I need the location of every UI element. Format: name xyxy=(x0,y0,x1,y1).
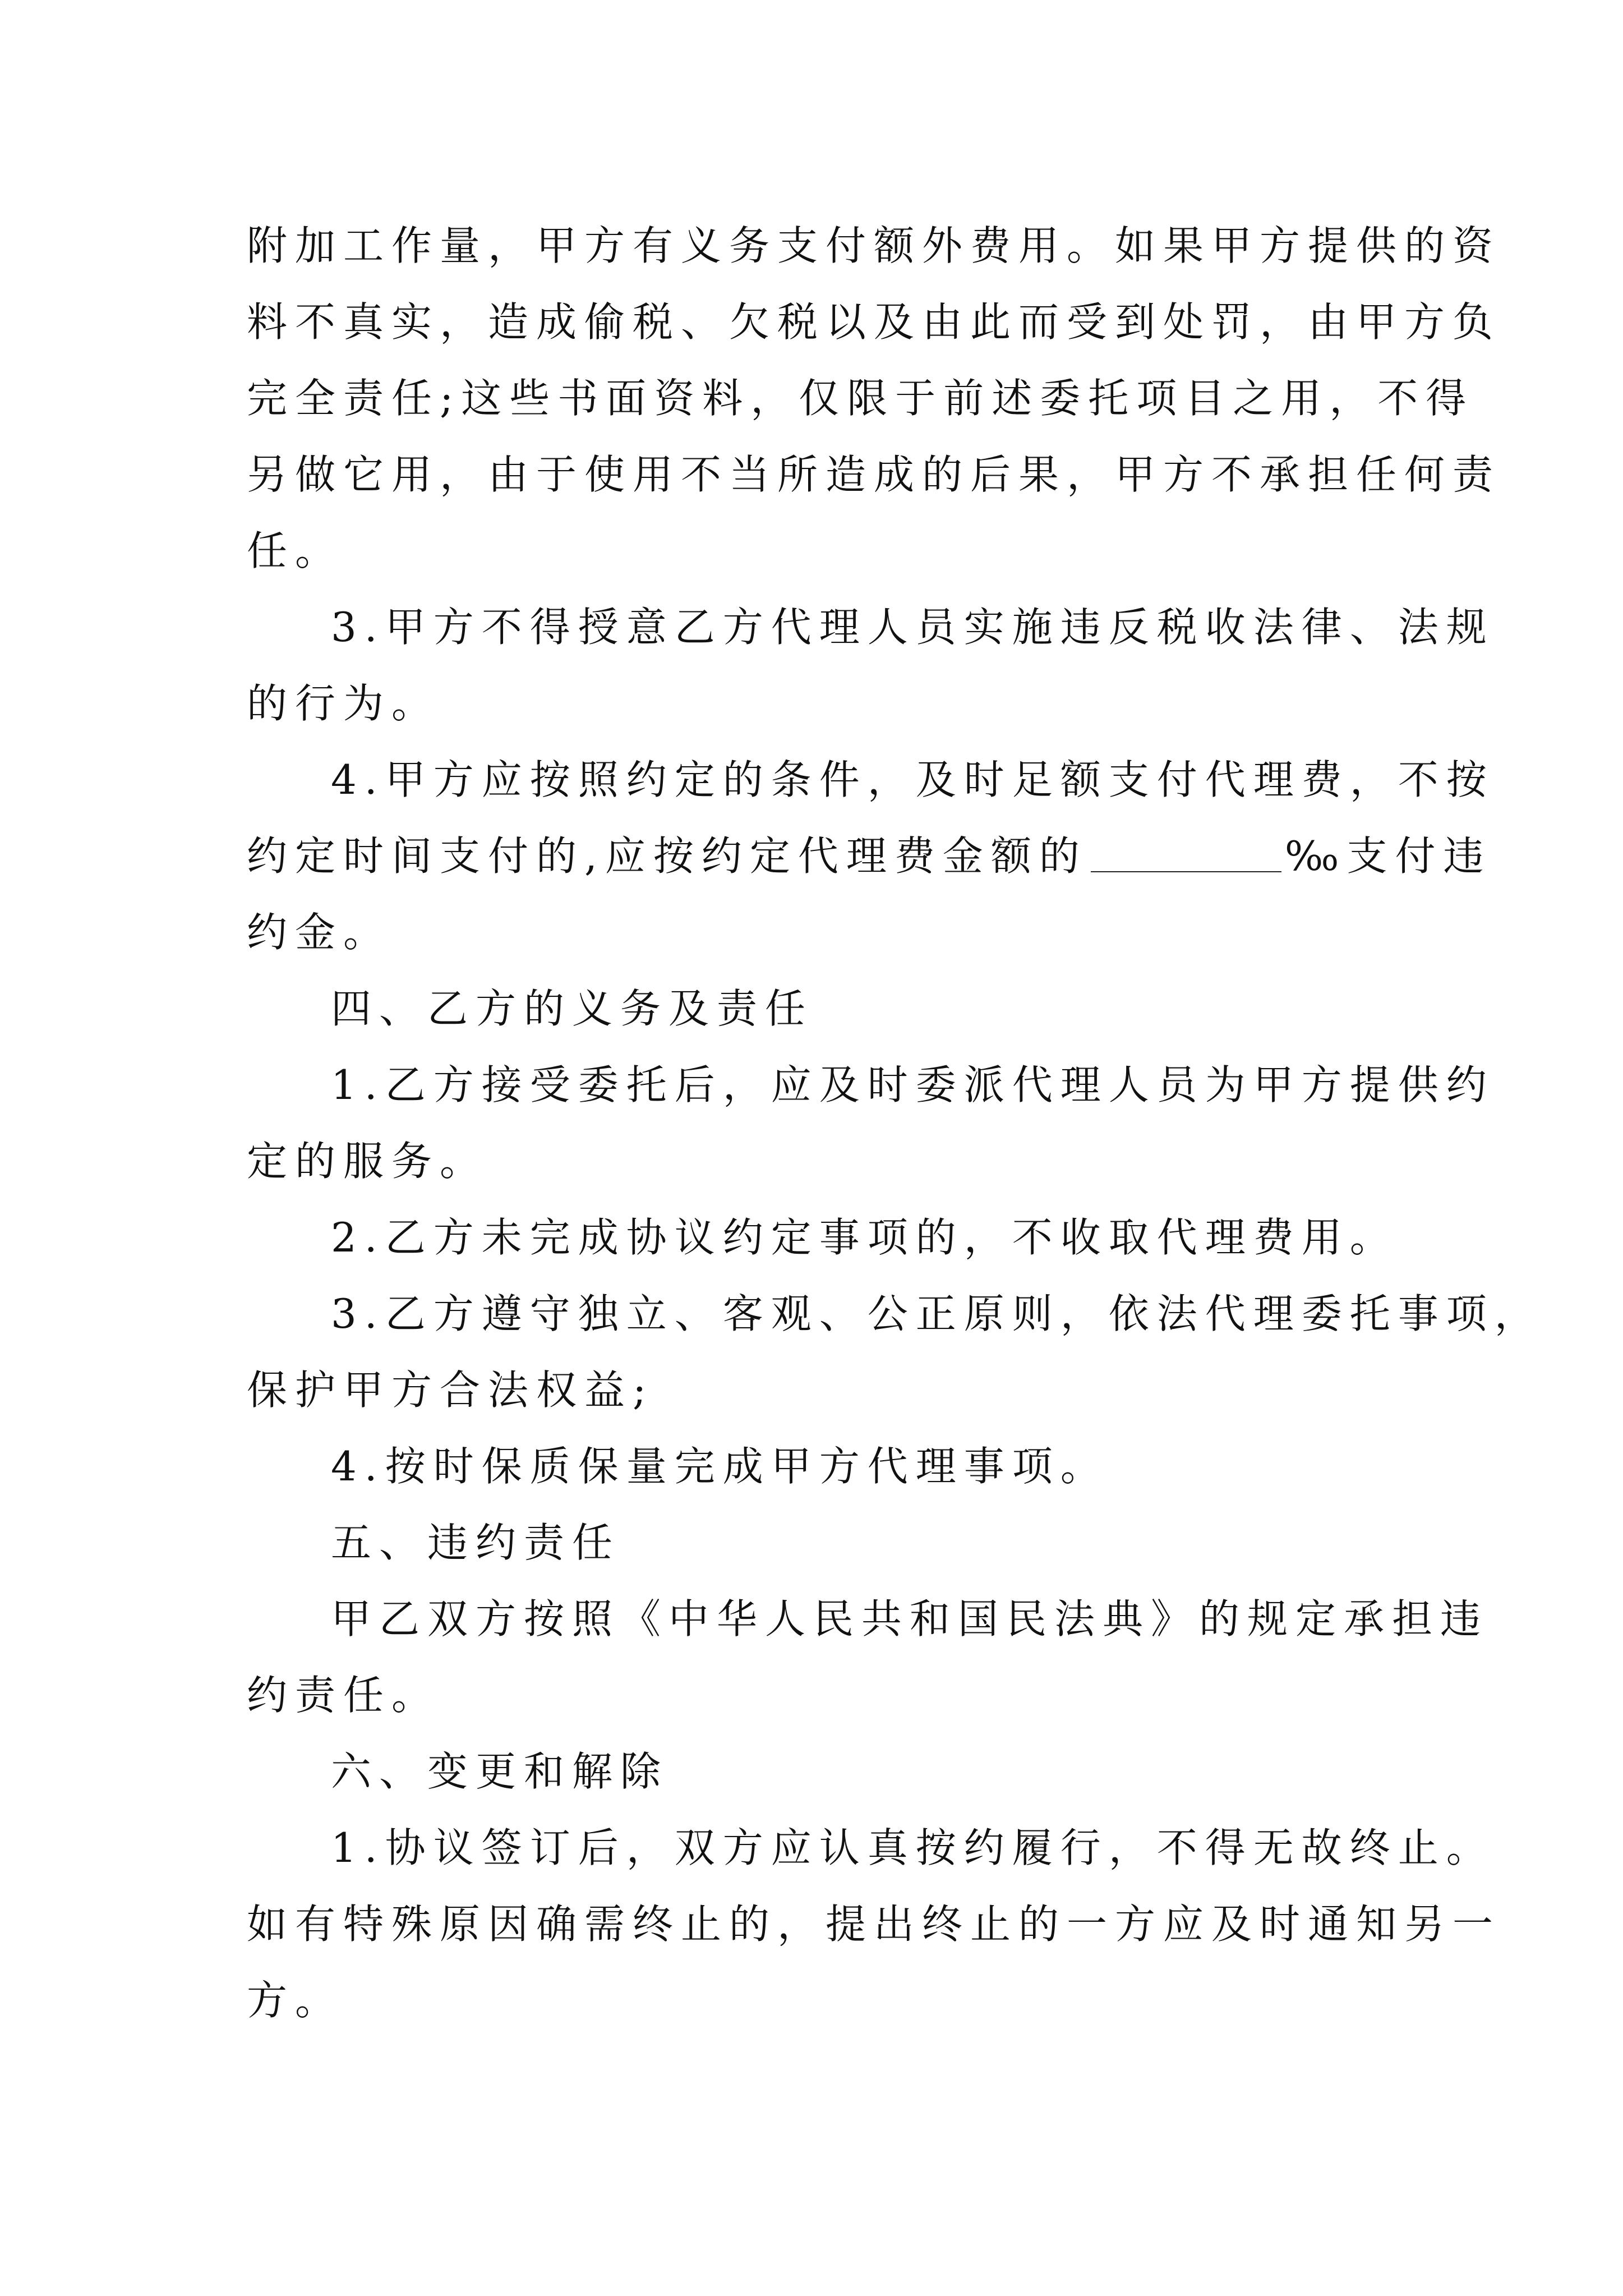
clause-line: 3.甲方不得授意乙方代理人员实施违反税收法律、法规 xyxy=(331,604,1495,651)
clause-line: 4.按时保质保量完成甲方代理事项。 xyxy=(331,1443,1109,1490)
paragraph-line: 料不真实，造成偷税、欠税以及由此而受到处罚，由甲方负 xyxy=(247,298,1501,346)
paragraph-line-with-blank xyxy=(247,818,1492,894)
paragraph-line: 另做它用，由于使用不当所造成的后果，甲方不承担任何责 xyxy=(247,451,1501,498)
paragraph-line: 附加工作量，甲方有义务支付额外费用。如果甲方提供的资 xyxy=(247,222,1501,269)
paragraph-line: 完全责任;这些书面资料，仅限于前述委托项目之用，不得 xyxy=(247,375,1474,422)
paragraph-line: 保护甲方合法权益; xyxy=(247,1366,654,1414)
section-heading: 四、乙方的义务及责任 xyxy=(331,985,814,1032)
clause-line: 2.乙方未完成协议约定事项的，不收取代理费用。 xyxy=(331,1214,1398,1261)
clause-line: 1.协议签订后，双方应认真按约履行，不得无故终止。 xyxy=(331,1824,1495,1871)
section-heading: 六、变更和解除 xyxy=(331,1748,669,1795)
clause-line: 4.甲方应按照约定的条件，及时足额支付代理费，不按 xyxy=(331,756,1495,803)
clause-text: 约定时间支付的,应按约定代理费金额的 xyxy=(247,832,1087,880)
document-body xyxy=(247,208,1543,2039)
clause-text: ‰支付违 xyxy=(1284,832,1492,880)
clause-line: 1.乙方接受委托后，应及时委派代理人员为甲方提供约 xyxy=(331,1061,1495,1108)
fill-in-blank[interactable] xyxy=(1091,869,1281,872)
clause-line: 3.乙方遵守独立、客观、公正原则，依法代理委托事项， xyxy=(331,1290,1543,1337)
paragraph-line: 约金。 xyxy=(247,909,392,956)
section-heading: 五、违约责任 xyxy=(331,1519,621,1566)
paragraph-line: 任。 xyxy=(247,527,344,574)
paragraph-line: 如有特殊原因确需终止的，提出终止的一方应及时通知另一 xyxy=(247,1901,1501,1948)
paragraph-line: 约责任。 xyxy=(247,1672,440,1719)
paragraph-line: 定的服务。 xyxy=(247,1138,488,1185)
paragraph-line: 方。 xyxy=(247,1977,344,2024)
paragraph-line: 的行为。 xyxy=(247,680,440,727)
clause-line: 甲乙双方按照《中华人民共和国民法典》的规定承担违 xyxy=(331,1595,1489,1642)
